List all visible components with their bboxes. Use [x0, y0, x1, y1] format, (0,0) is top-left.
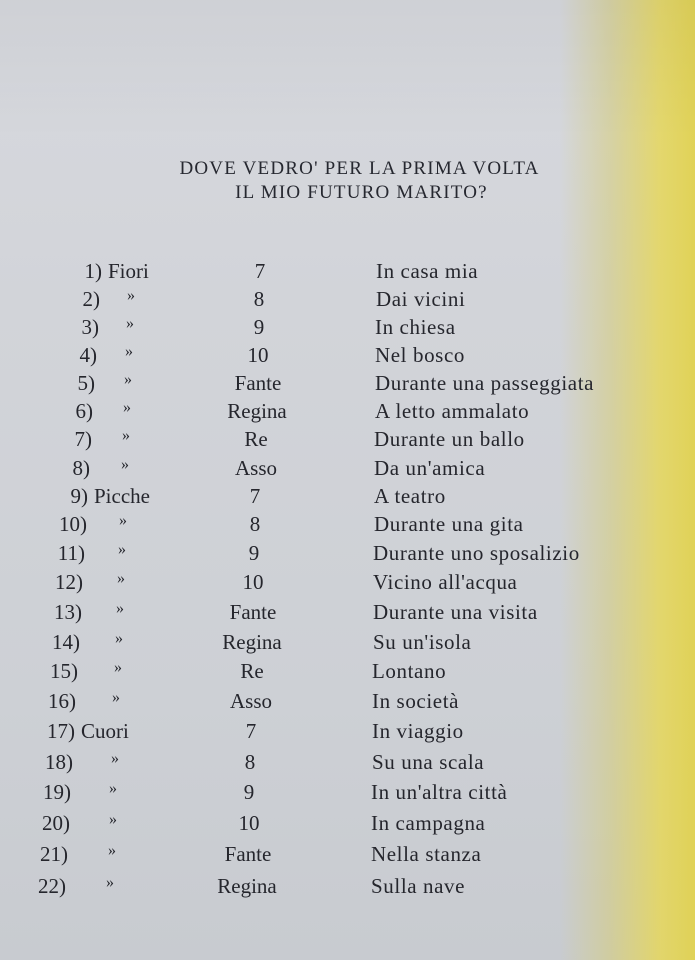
row-meaning: Dai vicini [376, 287, 466, 311]
row-number: 10) [59, 512, 87, 536]
row-suit: » [125, 343, 133, 360]
row-meaning: Durante un ballo [374, 427, 525, 451]
row-card: 7 [249, 484, 261, 508]
table-row [0, 371, 695, 399]
row-number: 13) [54, 600, 82, 624]
row-number: 19) [43, 780, 71, 804]
row-suit: » [118, 541, 126, 558]
page-shadow [0, 0, 695, 140]
table-row [0, 484, 695, 512]
table-row [0, 659, 695, 687]
row-suit: » [124, 371, 132, 388]
row-meaning: Sulla nave [371, 874, 466, 898]
table-row [0, 689, 695, 717]
row-card: 9 [248, 541, 260, 565]
row-meaning: Durante una passeggiata [375, 371, 595, 395]
table-row [0, 570, 695, 598]
row-card: Re [244, 427, 268, 451]
row-meaning: In chiesa [375, 315, 456, 339]
row-number: 18) [45, 750, 73, 774]
row-number: 9) [70, 484, 88, 508]
row-number: 2) [82, 287, 100, 311]
row-card: 8 [244, 750, 256, 774]
row-card: Fante [224, 842, 272, 866]
row-card: 7 [254, 259, 266, 283]
row-card: 10 [247, 343, 269, 367]
row-suit: Cuori [81, 719, 129, 743]
table-row [0, 315, 695, 343]
row-number: 11) [57, 541, 85, 565]
table-row [0, 427, 695, 455]
row-card: 10 [238, 811, 260, 835]
row-number: 8) [72, 456, 90, 480]
row-number: 6) [75, 399, 93, 423]
row-meaning: In viaggio [372, 719, 464, 743]
row-meaning: Su una scala [372, 750, 485, 774]
row-suit: » [115, 630, 123, 647]
table-row [0, 600, 695, 628]
row-number: 14) [52, 630, 80, 654]
table-row [0, 719, 695, 747]
row-suit: » [111, 750, 119, 767]
row-number: 16) [48, 689, 76, 713]
table-row [0, 259, 695, 287]
table-row [0, 630, 695, 658]
row-suit: » [112, 689, 120, 706]
row-meaning: Durante uno sposalizio [373, 541, 580, 565]
row-meaning: Lontano [372, 659, 447, 683]
row-meaning: In campagna [371, 811, 486, 835]
row-card: Regina [227, 399, 287, 423]
table-row [0, 399, 695, 427]
row-suit: » [106, 874, 114, 891]
row-suit: » [117, 570, 125, 587]
table-row [0, 541, 695, 569]
row-number: 5) [77, 371, 95, 395]
row-suit: » [126, 315, 134, 332]
table-row [0, 343, 695, 371]
row-number: 1) [84, 259, 102, 283]
row-meaning: In casa mia [376, 259, 479, 283]
row-number: 17) [47, 719, 75, 743]
page-title-line-1: DOVE VEDRO' PER LA PRIMA VOLTA [179, 158, 540, 179]
row-meaning: In società [372, 689, 460, 713]
row-card: 9 [253, 315, 265, 339]
row-number: 21) [40, 842, 68, 866]
row-meaning: Vicino all'acqua [373, 570, 518, 594]
row-suit: » [121, 456, 129, 473]
row-card: Asso [229, 689, 272, 713]
row-suit: » [116, 600, 124, 617]
table-row [0, 512, 695, 540]
row-card: Regina [222, 630, 282, 654]
row-suit: » [109, 780, 117, 797]
row-card: 8 [249, 512, 261, 536]
row-card: 8 [253, 287, 265, 311]
row-suit: Picche [94, 484, 150, 508]
table-row [0, 811, 695, 839]
row-meaning: Nel bosco [375, 343, 465, 367]
page-title-line-2: IL MIO FUTURO MARITO? [235, 182, 488, 203]
row-suit: » [123, 399, 131, 416]
row-meaning: A teatro [374, 484, 446, 508]
row-card: Fante [229, 600, 277, 624]
row-number: 22) [38, 874, 66, 898]
table-row [0, 456, 695, 484]
table-row [0, 750, 695, 778]
row-meaning: Su un'isola [373, 630, 472, 654]
row-meaning: Durante una gita [374, 512, 524, 536]
table-row [0, 287, 695, 315]
row-meaning: Nella stanza [371, 842, 482, 866]
row-card: 9 [243, 780, 255, 804]
row-meaning: Da un'amica [374, 456, 486, 480]
row-suit: » [127, 287, 135, 304]
row-meaning: Durante una visita [373, 600, 538, 624]
row-number: 3) [81, 315, 99, 339]
row-suit: » [122, 427, 130, 444]
row-suit: » [114, 659, 122, 676]
row-number: 4) [79, 343, 97, 367]
table-row [0, 780, 695, 808]
row-suit: » [108, 842, 116, 859]
table-row [0, 874, 695, 902]
row-card: Re [240, 659, 264, 683]
row-number: 7) [74, 427, 92, 451]
row-meaning: In un'altra città [371, 780, 508, 804]
row-meaning: A letto ammalato [375, 399, 530, 423]
row-suit: » [119, 512, 127, 529]
row-card: 10 [242, 570, 264, 594]
row-suit: Fiori [108, 259, 149, 283]
row-card: Fante [234, 371, 282, 395]
row-card: 7 [245, 719, 257, 743]
row-number: 20) [42, 811, 70, 835]
row-card: Regina [217, 874, 277, 898]
row-suit: » [109, 811, 117, 828]
row-number: 12) [55, 570, 83, 594]
row-card: Asso [234, 456, 277, 480]
table-row [0, 842, 695, 870]
row-number: 15) [50, 659, 78, 683]
